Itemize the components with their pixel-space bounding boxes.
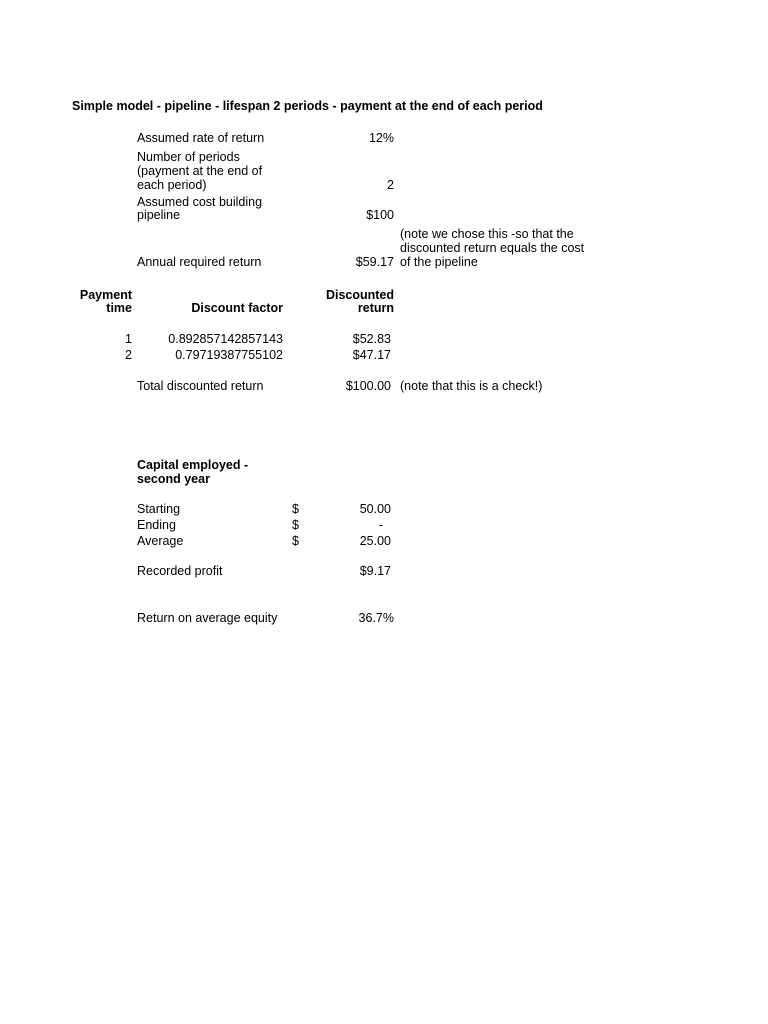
roe-label: Return on average equity bbox=[137, 611, 278, 625]
capital-row-ending-value: - bbox=[378, 518, 383, 532]
capital-row-ending-label: Ending bbox=[137, 518, 176, 532]
capital-heading-line2: second year bbox=[137, 472, 210, 486]
capital-row-average-currency: $ bbox=[292, 534, 299, 548]
note-line1: (note we chose this -so that the bbox=[400, 227, 574, 241]
table-row-2-discounted: $47.17 bbox=[352, 348, 391, 362]
header-discounted-line2: return bbox=[357, 301, 394, 315]
annual-return-label: Annual required return bbox=[137, 255, 262, 269]
capital-row-starting-value: 50.00 bbox=[359, 502, 391, 516]
rate-label: Assumed rate of return bbox=[137, 131, 265, 145]
capital-row-average-value: 25.00 bbox=[359, 534, 391, 548]
table-row-1-discounted: $52.83 bbox=[352, 332, 391, 346]
roe-value: 36.7% bbox=[358, 611, 394, 625]
capital-heading-line1: Capital employed - bbox=[137, 458, 249, 472]
header-payment-line2: time bbox=[106, 301, 132, 315]
total-label: Total discounted return bbox=[137, 379, 264, 393]
capital-row-starting-currency: $ bbox=[292, 502, 299, 516]
table-row-1-factor: 0.892857142857143 bbox=[168, 332, 283, 346]
periods-value: 2 bbox=[387, 178, 394, 192]
recorded-profit-value: $9.17 bbox=[359, 564, 391, 578]
note-line2: discounted return equals the cost bbox=[400, 241, 585, 255]
capital-row-average-label: Average bbox=[137, 534, 184, 548]
total-value: $100.00 bbox=[345, 379, 391, 393]
note-line3: of the pipeline bbox=[400, 255, 478, 269]
capital-row-ending-currency: $ bbox=[292, 518, 299, 532]
cost-label-line2: pipeline bbox=[137, 208, 181, 222]
cost-label-line1: Assumed cost building bbox=[137, 195, 263, 209]
table-row-2-factor: 0.79719387755102 bbox=[175, 348, 283, 362]
recorded-profit-label: Recorded profit bbox=[137, 564, 223, 578]
annual-return-value: $59.17 bbox=[355, 255, 394, 269]
table-row-1-time: 1 bbox=[125, 332, 132, 346]
page-title: Simple model - pipeline - lifespan 2 periods - payment at the end of each period bbox=[72, 99, 543, 113]
rate-value: 12% bbox=[368, 131, 394, 145]
total-note: (note that this is a check!) bbox=[400, 379, 543, 393]
cost-value: $100 bbox=[366, 208, 394, 222]
header-payment-line1: Payment bbox=[79, 288, 132, 302]
periods-label-line2: (payment at the end of bbox=[137, 164, 263, 178]
periods-label-line3: each period) bbox=[137, 178, 207, 192]
header-discount-factor: Discount factor bbox=[191, 301, 283, 315]
table-row-2-time: 2 bbox=[125, 348, 132, 362]
capital-row-starting-label: Starting bbox=[137, 502, 181, 516]
header-discounted-line1: Discounted bbox=[325, 288, 394, 302]
periods-label-line1: Number of periods bbox=[137, 150, 240, 164]
